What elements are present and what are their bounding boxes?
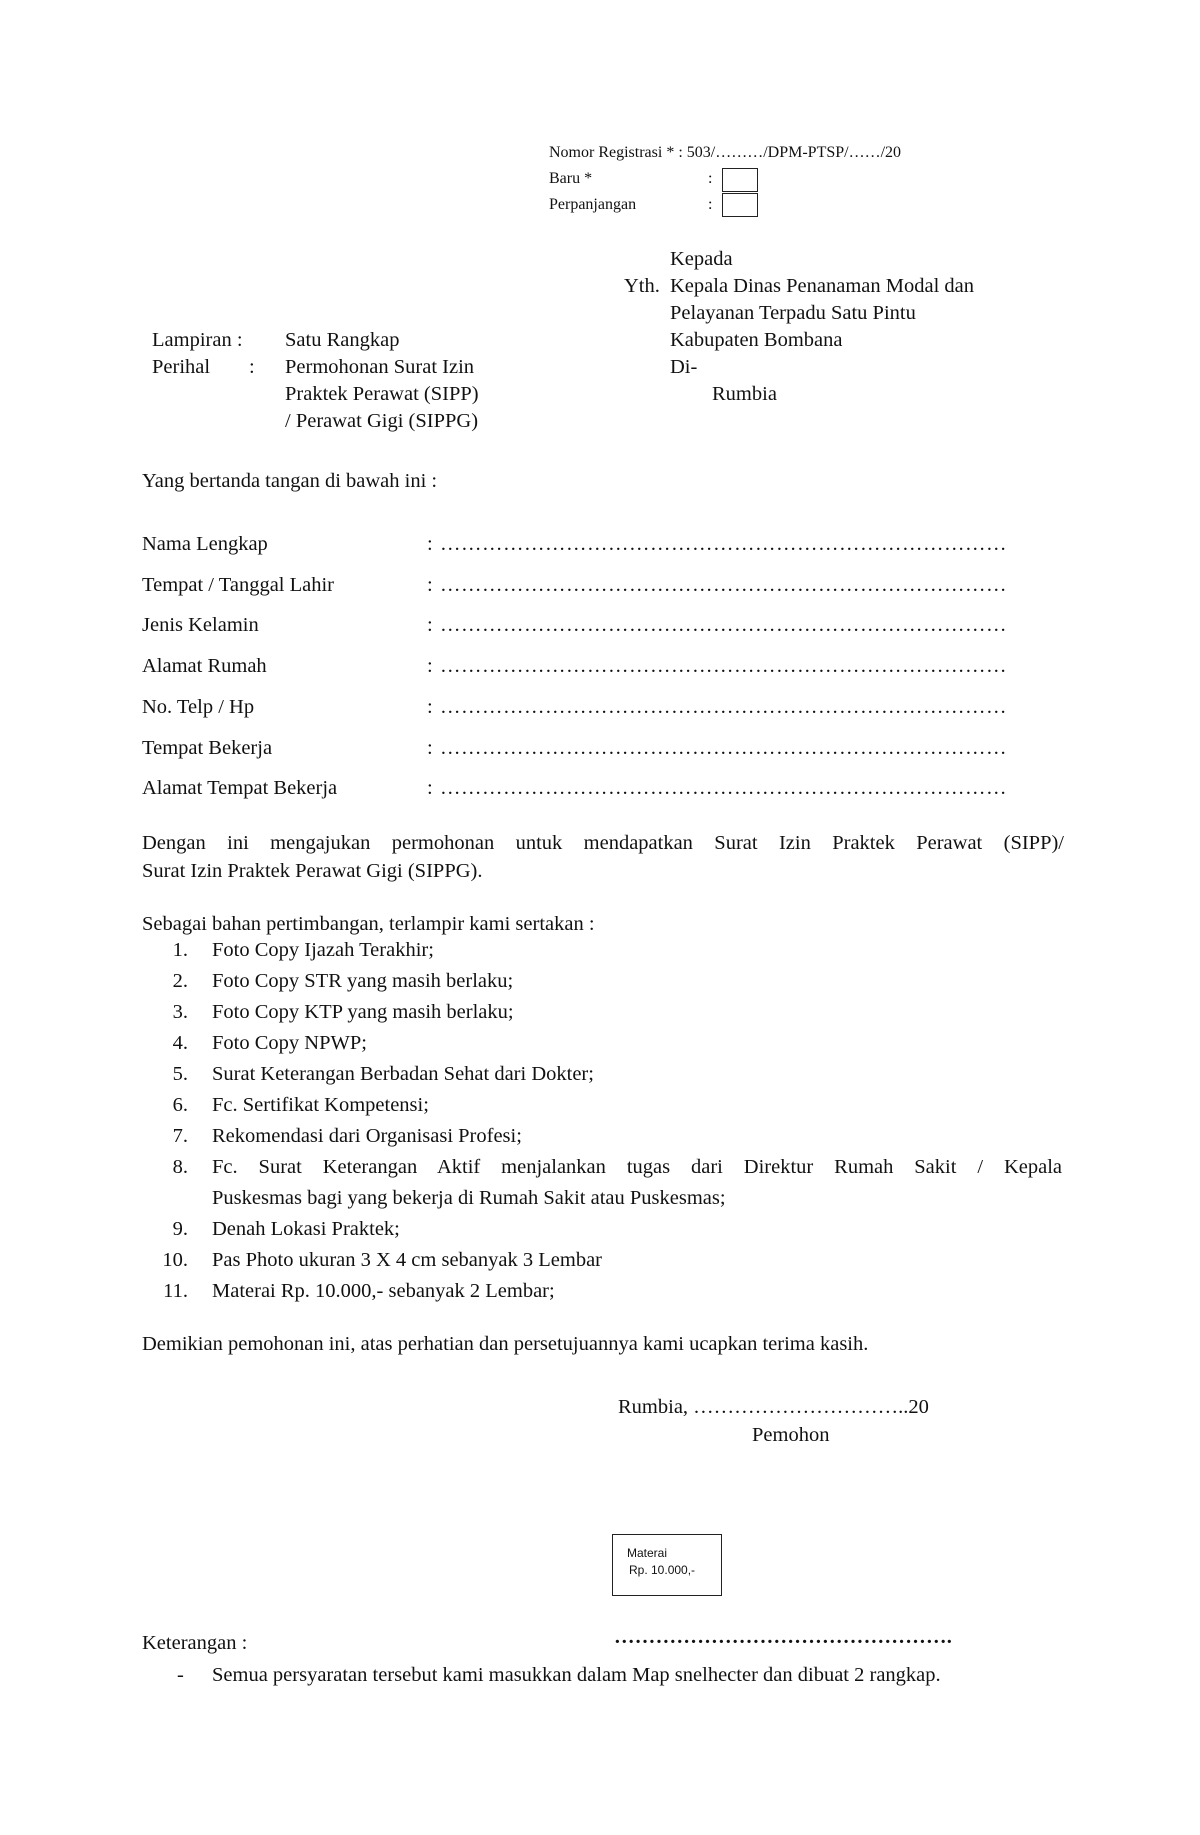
field-dots[interactable]: ……………………………………………………………………… xyxy=(440,655,1007,677)
field-tempat-tanggal-lahir[interactable] xyxy=(142,571,1057,605)
perpanjangan-colon: : xyxy=(708,196,713,213)
list-text: Foto Copy NPWP; xyxy=(212,1032,367,1054)
field-label: Jenis Kelamin xyxy=(142,614,259,636)
list-text: Foto Copy KTP yang masih berlaku; xyxy=(212,1001,514,1023)
field-label: Alamat Rumah xyxy=(142,655,267,677)
list-number: 10. xyxy=(162,1249,188,1271)
field-label: No. Telp / Hp xyxy=(142,696,255,718)
field-colon: : xyxy=(427,533,433,555)
list-number: 5. xyxy=(172,1063,188,1085)
addressee-line-1: Kepala Dinas Penanaman Modal dan xyxy=(670,275,974,297)
notes-dash: - xyxy=(177,1664,184,1686)
field-no-telp[interactable] xyxy=(142,693,1057,727)
list-number: 7. xyxy=(172,1125,188,1147)
list-number: 11. xyxy=(163,1280,188,1302)
signature-line[interactable]: …………………………………………. xyxy=(614,1626,953,1648)
stamp-line-1: Materai xyxy=(627,1546,668,1560)
lampiran-label: Lampiran : xyxy=(152,329,243,351)
perihal-label: Perihal xyxy=(152,356,211,378)
field-alamat-tempat-bekerja[interactable] xyxy=(142,774,1057,808)
applicant-role: Pemohon xyxy=(752,1424,830,1446)
perihal-line-1: Permohonan Surat Izin xyxy=(285,356,475,378)
notes-item: Semua persyaratan tersebut kami masukkan dalam Map snelhecter dan dibuat 2 rangkap. xyxy=(212,1664,941,1686)
list-number: 6. xyxy=(172,1094,188,1116)
perihal-colon: : xyxy=(249,356,255,378)
field-dots[interactable]: ……………………………………………………………………… xyxy=(440,777,1007,799)
addressee-yth: Yth. xyxy=(624,275,660,297)
place-date: Rumbia, …………………………..20 xyxy=(618,1396,929,1418)
addressee-line-4: Di- xyxy=(670,356,698,378)
field-nama-lengkap[interactable] xyxy=(142,530,1057,564)
field-dots[interactable]: ……………………………………………………………………… xyxy=(440,614,1007,636)
list-number: 4. xyxy=(172,1032,188,1054)
list-text: Denah Lokasi Praktek; xyxy=(212,1218,400,1240)
list-text-continued: Puskesmas bagi yang bekerja di Rumah Sakit atau Puskesmas; xyxy=(212,1187,726,1209)
field-jenis-kelamin[interactable] xyxy=(142,611,1057,645)
stamp-line-2: Rp. 10.000,- xyxy=(629,1563,696,1577)
field-label: Nama Lengkap xyxy=(142,533,268,555)
perihal-line-2: Praktek Perawat (SIPP) xyxy=(285,383,479,405)
field-label: Alamat Tempat Bekerja xyxy=(142,777,338,799)
list-number: 1. xyxy=(172,939,188,961)
perpanjangan-label: Perpanjangan xyxy=(549,196,637,213)
baru-colon: : xyxy=(708,170,713,187)
materai-stamp-box xyxy=(612,1534,722,1596)
field-dots[interactable]: ……………………………………………………………………… xyxy=(440,574,1007,596)
addressee-line-3: Kabupaten Bombana xyxy=(670,329,843,351)
field-colon: : xyxy=(427,696,433,718)
field-dots[interactable]: ……………………………………………………………………… xyxy=(440,533,1007,555)
field-colon: : xyxy=(427,574,433,596)
list-text: Fc. Sertifikat Kompetensi; xyxy=(212,1094,429,1116)
request-line-2: Surat Izin Praktek Perawat Gigi (SIPPG). xyxy=(142,860,483,882)
field-tempat-bekerja[interactable] xyxy=(142,734,1057,768)
list-text: Rekomendasi dari Organisasi Profesi; xyxy=(212,1125,522,1147)
registration-number: Nomor Registrasi * : 503/………/DPM-PTSP/……/20 xyxy=(549,144,902,161)
list-number: 8. xyxy=(172,1156,188,1178)
list-text: Surat Keterangan Berbadan Sehat dari Dokter; xyxy=(212,1063,594,1085)
field-dots[interactable]: ……………………………………………………………………… xyxy=(440,696,1007,718)
list-text: Pas Photo ukuran 3 X 4 cm sebanyak 3 Lembar xyxy=(212,1249,602,1271)
list-text: Fc. Surat Keterangan Aktif menjalankan tugas dari Direktur Rumah Sakit / Kepala xyxy=(212,1156,1062,1178)
field-label: Tempat / Tanggal Lahir xyxy=(142,574,335,596)
field-label: Tempat Bekerja xyxy=(142,737,273,759)
field-alamat-rumah[interactable] xyxy=(142,652,1057,686)
field-colon: : xyxy=(427,655,433,677)
notes-label: Keterangan : xyxy=(142,1632,248,1654)
list-text: Foto Copy Ijazah Terakhir; xyxy=(212,939,434,961)
addressee-kepada: Kepada xyxy=(670,248,733,270)
field-dots[interactable]: ……………………………………………………………………… xyxy=(440,737,1007,759)
perpanjangan-checkbox[interactable] xyxy=(722,193,758,217)
field-colon: : xyxy=(427,614,433,636)
intro-text: Yang bertanda tangan di bawah ini : xyxy=(142,470,438,492)
list-item xyxy=(142,1152,1072,1214)
field-colon: : xyxy=(427,777,433,799)
addressee-city: Rumbia xyxy=(712,383,777,405)
list-number: 2. xyxy=(172,970,188,992)
baru-label: Baru * xyxy=(549,170,593,187)
field-colon: : xyxy=(427,737,433,759)
list-text: Materai Rp. 10.000,- sebanyak 2 Lembar; xyxy=(212,1280,555,1302)
closing-text: Demikian pemohonan ini, atas perhatian dan persetujuannya kami ucapkan terima kasih. xyxy=(142,1333,869,1355)
baru-checkbox[interactable] xyxy=(722,168,758,192)
addressee-line-2: Pelayanan Terpadu Satu Pintu xyxy=(670,302,916,324)
attachments-intro: Sebagai bahan pertimbangan, terlampir kami sertakan : xyxy=(142,913,595,935)
list-text: Foto Copy STR yang masih berlaku; xyxy=(212,970,514,992)
list-number: 9. xyxy=(172,1218,188,1240)
lampiran-value: Satu Rangkap xyxy=(285,329,400,351)
perihal-line-3: / Perawat Gigi (SIPPG) xyxy=(285,410,479,432)
request-line-1: Dengan ini mengajukan permohonan untuk mendapatkan Surat Izin Praktek Perawat (SIPP)/ xyxy=(142,832,1064,854)
list-number: 3. xyxy=(172,1001,188,1023)
